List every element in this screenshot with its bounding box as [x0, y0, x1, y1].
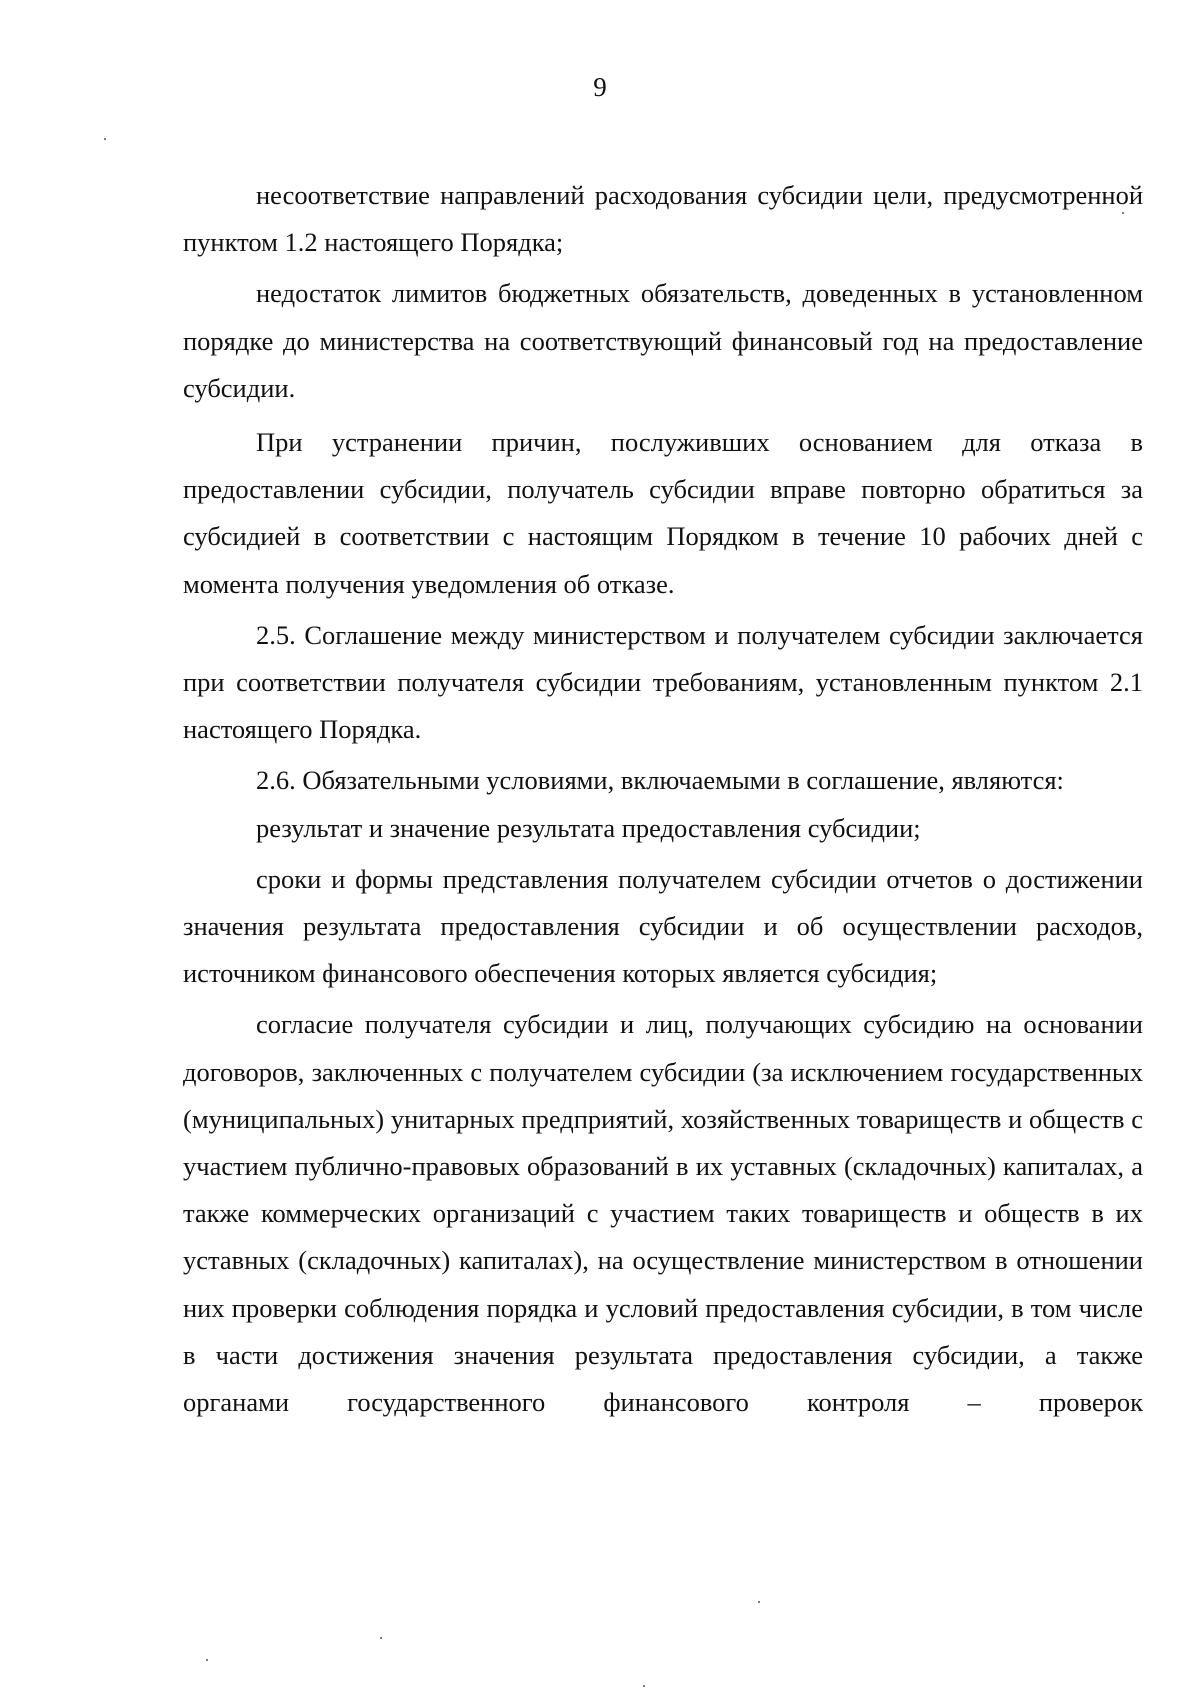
page-number: 9 [593, 72, 607, 102]
scan-speck [643, 1685, 645, 1687]
scan-speck [206, 1659, 208, 1661]
scan-speck [758, 1601, 760, 1603]
paragraph-result-and-value: результат и значение результата предоставления субсидии; [256, 812, 921, 843]
document-body [183, 172, 1143, 1426]
scan-speck [380, 1637, 382, 1639]
paragraph-2-6-mandatory-conditions: 2.6. Обязательными условиями, включаемыми в соглашение, являются: [256, 765, 1064, 796]
paragraph-lack-of-budget-limits: недостаток лимитов бюджетных обязательств, доведенных в установленном порядке до министерства на соответствующий финансовый год на предоставление субсидии. [183, 278, 1143, 403]
paragraph-2-5-agreement: 2.5. Соглашение между министерством и получателем субсидии заключается при соответствии получателя субсидии требованиям, установленным пунктом 2.1 настоящего Порядка. [183, 619, 1143, 745]
paragraph-reporting-terms: сроки и формы представления получателем субсидии отчетов о достижении значения результата предоставления субсидии и об осуществлении расходов, источником финансового обеспечения которых является субсидия; [183, 863, 1143, 989]
paragraph-reapplication-after-refusal: При устранении причин, послуживших основанием для отказа в предоставлении субсидии, получатель субсидии вправе повторно обратиться за субсидией в соответствии с настоящим Порядком в течение 10 рабочих дней с момента получения уведомления об отказе. [183, 427, 1143, 599]
paragraph-mismatch-of-spending: несоответствие направлений расходования субсидии цели, предусмотренной пунктом 1.2 настоящего Порядка; [183, 180, 1143, 258]
scan-speck [1122, 212, 1124, 214]
scan-speck [104, 138, 106, 140]
paragraph-consent-to-inspections: согласие получателя субсидии и лиц, получающих субсидию на основании договоров, заключенных с получателем субсидии (за исключением государственных (муниципальных) унитарных предприятий, хозяйственных товариществ и обществ с участием публично-правовых образований в их уставных (складочных) капиталах, а также коммерческих организаций с участием таких товариществ и обществ в их уставных (складочных) капиталах), на осуществление министерством в отношении них проверки соблюдения порядка и условий предоставления субсидии, в том числе в части достижения значения результата предоставления субсидии, а также органами государственного финансового контроля – проверок [183, 1009, 1143, 1418]
